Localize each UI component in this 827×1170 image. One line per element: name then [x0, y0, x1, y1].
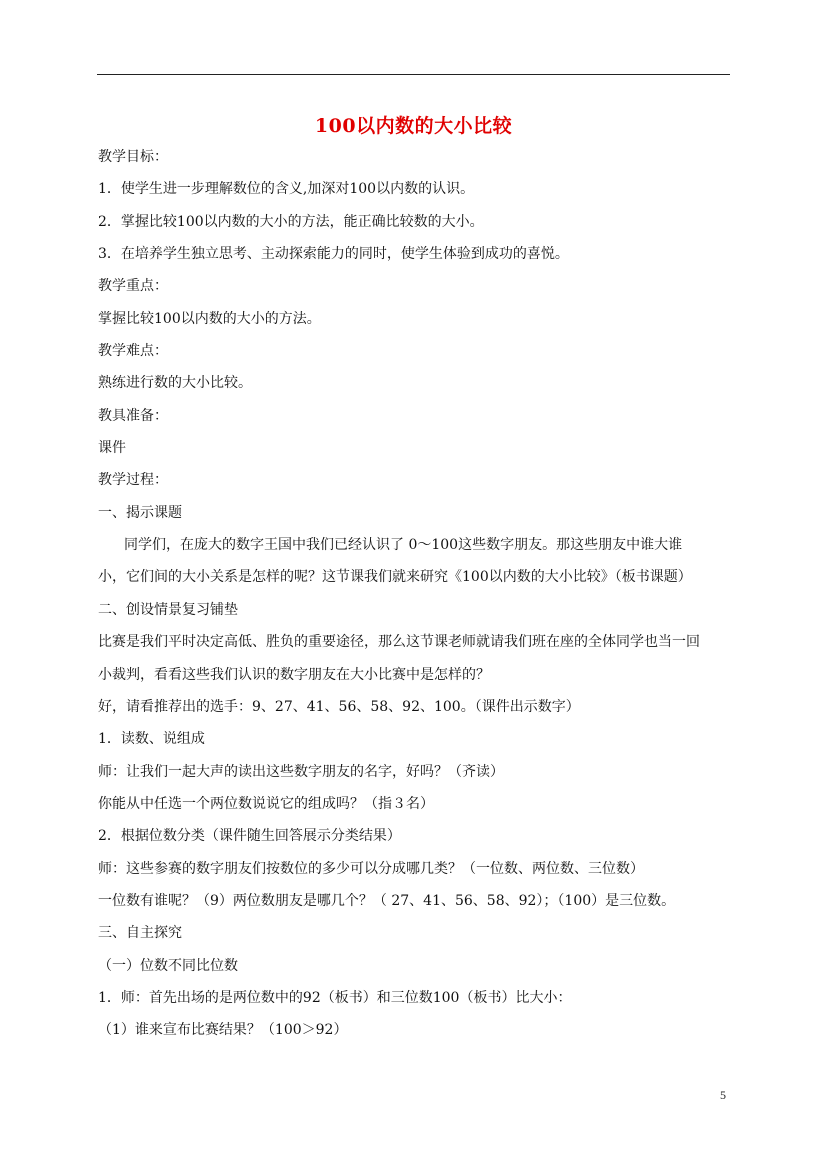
paragraph-line: 1．读数、说组成 — [98, 731, 205, 748]
paragraph-line: 掌握比较100以内数的大小的方法。 — [98, 310, 321, 327]
paragraph-line: 你能从中任选一个两位数说说它的组成吗？（指３名） — [98, 795, 434, 812]
paragraph-line: （一）位数不同比位数 — [98, 957, 238, 974]
paragraph-line: 1．使学生进一步理解数位的含义,加深对100以内数的认识。 — [98, 181, 475, 198]
paragraph-line: 同学们，在庞大的数字王国中我们已经认识了 0～100这些数字朋友。那这些朋友中谁大谁 — [124, 537, 683, 554]
paragraph-line: 比赛是我们平时决定高低、胜负的重要途径，那么这节课老师就请我们班在座的全体同学也当一回 — [98, 634, 700, 651]
page-number: 5 — [720, 1088, 726, 1102]
paragraph-line: 熟练进行数的大小比较。 — [98, 375, 252, 392]
paragraph-line: 二、创设情景复习铺垫 — [98, 601, 238, 618]
paragraph-line: 教学目标： — [98, 149, 168, 165]
paragraph-line: 一、揭示课题 — [98, 504, 182, 521]
paragraph-line: 师：这些参赛的数字朋友们按数位的多少可以分成哪几类？（一位数、两位数、三位数） — [98, 860, 644, 877]
paragraph-line: 三、自主探究 — [98, 925, 182, 942]
paragraph-line: 小裁判，看看这些我们认识的数字朋友在大小比赛中是怎样的？ — [98, 666, 490, 683]
paragraph-line: 一位数有谁呢？（9）两位数朋友是哪几个？（ 27、41、56、58、92）；（100）是三位数。 — [98, 892, 676, 909]
paragraph-line: 教具准备： — [98, 407, 168, 424]
paragraph-line: 3．在培养学生独立思考、主动探索能力的同时，使学生体验到成功的喜悦。 — [98, 246, 569, 263]
document-title: 100以内数的大小比较 — [314, 115, 513, 137]
paragraph-line: 教学难点： — [98, 343, 168, 360]
paragraph-line: 教学过程： — [98, 472, 168, 489]
paragraph-line: 2．掌握比较100以内数的大小的方法，能正确比较数的大小。 — [98, 213, 484, 230]
paragraph-line: （1）谁来宣布比赛结果？（100＞92） — [98, 1022, 348, 1039]
paragraph-line: 课件 — [98, 440, 126, 457]
document-body — [98, 149, 732, 1055]
header-rule — [97, 74, 730, 75]
paragraph-line: 2．根据位数分类（课件随生回答展示分类结果） — [98, 828, 401, 845]
paragraph-line: 教学重点： — [98, 278, 168, 295]
paragraph-line: 小，它们间的大小关系是怎样的呢？这节课我们就来研究《100以内数的大小比较》（板书课题） — [98, 569, 692, 586]
paragraph-line: 好，请看推荐出的选手：9、27、41、56、58、92、100。（课件出示数字） — [98, 698, 580, 715]
paragraph-line: 师：让我们一起大声的读出这些数字朋友的名字，好吗？（齐读） — [98, 763, 504, 780]
paragraph-line: 1．师：首先出场的是两位数中的92（板书）和三位数100（板书）比大小： — [98, 989, 572, 1006]
